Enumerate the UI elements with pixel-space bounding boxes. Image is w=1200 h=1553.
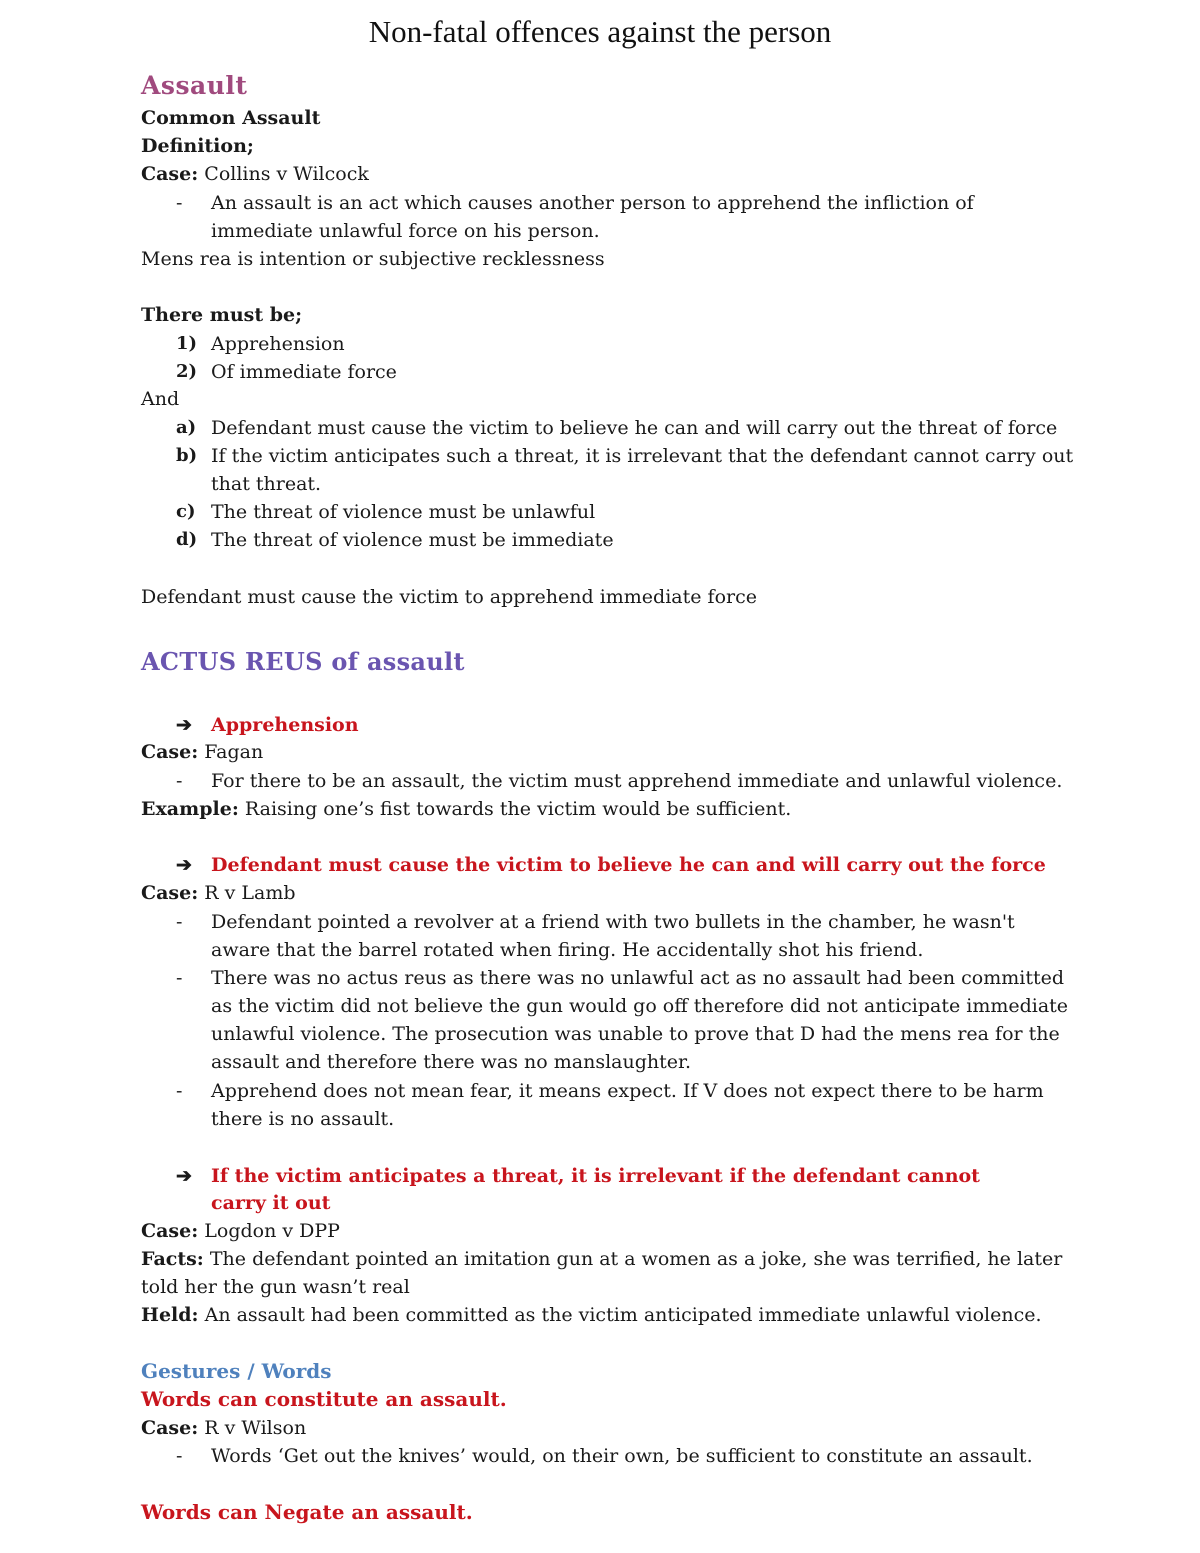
case-label: Case:	[141, 1417, 199, 1439]
list-marker: 2)	[176, 361, 198, 382]
dash-bullet: -	[176, 1445, 183, 1467]
case-line-collins	[141, 160, 369, 188]
words-negate-heading: Words can Negate an assault.	[141, 1500, 473, 1524]
and-text: And	[141, 388, 180, 410]
summary-text: Defendant must cause the victim to apprehend immediate force	[141, 586, 757, 608]
list-item: The threat of violence must be immediate	[211, 529, 614, 551]
held-label: Held:	[141, 1304, 199, 1326]
facts-line	[141, 1245, 1062, 1273]
gestures-words-heading: Gestures / Words	[141, 1359, 332, 1383]
list-item-continued: that threat.	[211, 473, 322, 495]
case-name: Logdon v DPP	[204, 1220, 340, 1242]
dash-bullet: -	[176, 192, 183, 214]
case-name: Collins v Wilcock	[204, 163, 369, 185]
held-text: An assault had been committed as the victim anticipated immediate unlawful violence.	[204, 1304, 1042, 1326]
list-marker: a)	[176, 417, 197, 438]
definition-label: Definition;	[141, 135, 254, 157]
facts-text-cont: told her the gun wasn’t real	[141, 1276, 410, 1298]
example-text: Raising one’s fist towards the victim would be sufficient.	[244, 798, 792, 820]
page-title: Non-fatal offences against the person	[368, 14, 832, 49]
list-item: If the victim anticipates such a threat, it is irrelevant that the defendant cannot carry out	[211, 445, 1074, 467]
dash-bullet: -	[176, 911, 183, 933]
bullet-text: Defendant pointed a revolver at a friend with two bullets in the chamber, he wasn't	[211, 911, 1015, 933]
bullet-text: as the victim did not believe the gun would go off therefore did not anticipate immediate	[211, 995, 1069, 1017]
case-name: R v Lamb	[204, 882, 296, 904]
list-marker: d)	[176, 529, 198, 550]
case-line-logdon	[141, 1217, 340, 1245]
case-line-fagan	[141, 738, 263, 766]
mens-rea-text: Mens rea is intention or subjective recklessness	[141, 248, 605, 270]
bullet-text: aware that the barrel rotated when firing. He accidentally shot his friend.	[211, 939, 924, 961]
facts-label: Facts:	[141, 1248, 204, 1270]
bullet-text: Words ‘Get out the knives’ would, on their own, be sufficient to constitute an assault.	[211, 1445, 1033, 1467]
case-label: Case:	[141, 882, 199, 904]
list-marker: c)	[176, 501, 196, 522]
case-label: Case:	[141, 1220, 199, 1242]
facts-text: The defendant pointed an imitation gun at a women as a joke, she was terrified, he later	[209, 1248, 1063, 1270]
section-heading-anticipation: If the victim anticipates a threat, it is irrelevant if the defendant cannot	[211, 1165, 980, 1187]
bullet-text: Apprehend does not mean fear, it means expect. If V does not expect there to be harm	[211, 1080, 1044, 1102]
example-line	[141, 795, 791, 823]
dash-bullet: -	[176, 770, 183, 792]
case-line-wilson	[141, 1414, 306, 1442]
assault-heading: Assault	[141, 71, 248, 100]
actus-reus-heading: ACTUS REUS of assault	[141, 647, 465, 676]
case-label: Case:	[141, 163, 199, 185]
bullet-text: assault and therefore there was no manslaughter.	[211, 1051, 692, 1073]
dash-bullet: -	[176, 967, 183, 989]
bullet-text: An assault is an act which causes another person to apprehend the infliction of	[211, 192, 974, 214]
example-label: Example:	[141, 798, 239, 820]
words-constitute-heading: Words can constitute an assault.	[141, 1387, 507, 1411]
list-item: Defendant must cause the victim to believe he can and will carry out the threat of force	[211, 417, 1058, 439]
list-marker: b)	[176, 445, 198, 466]
list-item: Apprehension	[211, 333, 345, 355]
case-name: Fagan	[204, 741, 264, 763]
common-assault-subheading: Common Assault	[141, 107, 321, 129]
bullet-text: There was no actus reus as there was no unlawful act as no assault had been committed	[211, 967, 1065, 989]
section-heading-belief: Defendant must cause the victim to believe he can and will carry out the force	[211, 854, 1046, 876]
list-marker: 1)	[176, 333, 198, 354]
arrow-icon: ➔	[176, 854, 192, 876]
list-item: Of immediate force	[211, 361, 397, 383]
there-must-be-label: There must be;	[141, 304, 303, 326]
arrow-icon: ➔	[176, 714, 192, 736]
case-label: Case:	[141, 741, 199, 763]
dash-bullet: -	[176, 1080, 183, 1102]
bullet-text: For there to be an assault, the victim must apprehend immediate and unlawful violence.	[211, 770, 1063, 792]
section-heading-apprehension: Apprehension	[211, 714, 359, 736]
held-line	[141, 1301, 1042, 1329]
case-name: R v Wilson	[204, 1417, 307, 1439]
bullet-text: unlawful violence. The prosecution was unable to prove that D had the mens rea for the	[211, 1023, 1060, 1045]
case-line-lamb	[141, 879, 296, 907]
bullet-text: there is no assault.	[211, 1108, 395, 1130]
arrow-icon: ➔	[176, 1165, 192, 1187]
section-heading-anticipation-cont: carry it out	[211, 1192, 331, 1214]
list-item: The threat of violence must be unlawful	[211, 501, 596, 523]
bullet-text: immediate unlawful force on his person.	[211, 220, 600, 242]
